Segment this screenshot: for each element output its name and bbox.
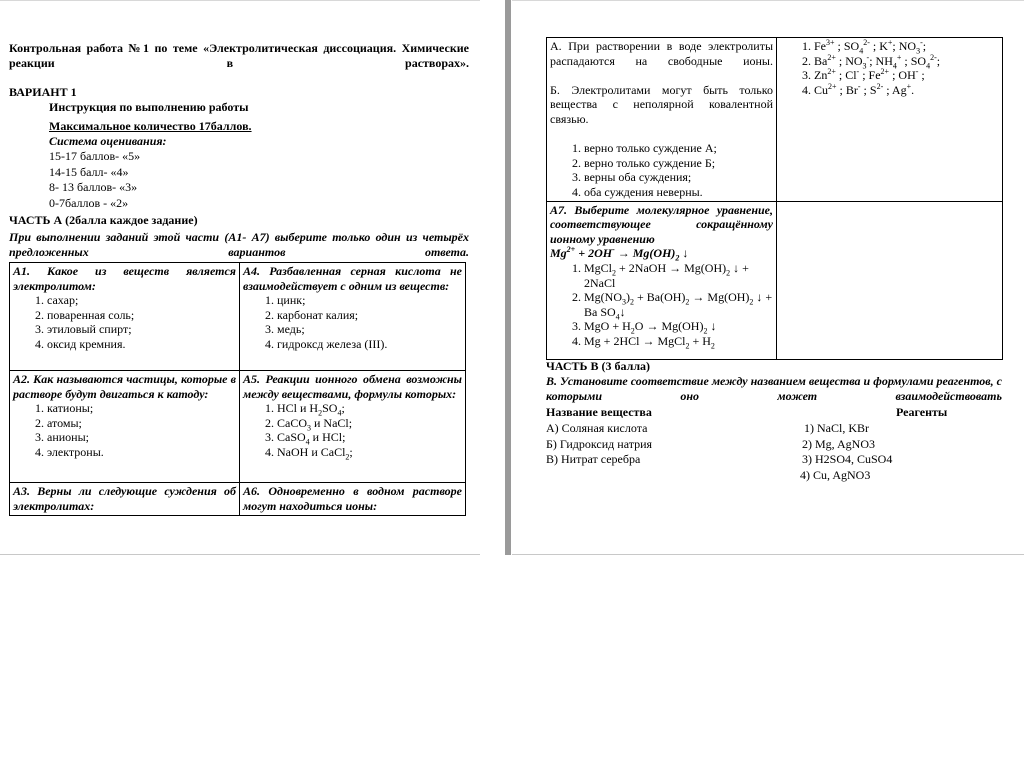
- question-a3-continued: [547, 38, 777, 202]
- question-a7: [547, 201, 777, 359]
- answer-option: 2. карбонат калия;: [277, 308, 462, 323]
- grading-item: 0-7баллов - «2»: [49, 195, 129, 210]
- answer-option: 1. сахар;: [47, 293, 236, 308]
- answer-option: 2. $Ba^{2+}$ ; $NO_3^-$; $NH_4^+$ ; $SO_4^{2-}$;: [814, 54, 999, 69]
- reagent-item: 2) Mg, AgNO3: [802, 436, 876, 451]
- question-a5: [240, 371, 466, 483]
- questions-table-left: [9, 262, 466, 516]
- answer-option: 1. MgCl$_2$ + 2NaOH → $Mg(OH)_2$ ↓ + 2NaCl: [584, 261, 773, 290]
- reagent-item: 3) H2SO4, CuSO4: [802, 452, 893, 466]
- part-a-heading: ЧАСТЬ А (2балла каждое задание): [9, 213, 198, 227]
- test-title: Контрольная работа №1 по теме «Электролитическая диссоциация. Химические реакции в растворах».: [9, 41, 469, 70]
- answer-option: 3. верны оба суждения;: [584, 170, 773, 185]
- grading-title: Система оценивания:: [49, 134, 167, 148]
- question-text: А4. Разбавленная серная кислота не взаимодействует с одним из веществ:: [243, 264, 462, 293]
- answer-option: 2. CaCO$_3$ и NaCl;: [277, 416, 462, 431]
- question-text: А3. Верны ли следующие суждения об электролитах:: [13, 484, 236, 513]
- answer-option: 4. электроны.: [47, 445, 236, 460]
- part-a-instruction: При выполнении заданий этой части (А1- А7) выберите только один из четырёх предложенных вариантов ответа.: [9, 230, 469, 259]
- answer-option: 2. верно только суждение Б;: [584, 156, 773, 171]
- answer-option: 3. этиловый спирт;: [47, 322, 236, 337]
- question-text: А6. Одновременно в водном растворе могут находиться ионы:: [243, 484, 462, 513]
- reagent-item: 4) Cu, AgNO3: [800, 467, 871, 482]
- table-row: [547, 201, 1003, 359]
- question-text: А1. Какое из веществ является электролитом:: [13, 264, 236, 293]
- matching-list: [546, 421, 1006, 483]
- statement-b: Б. Электролитами могут быть только вещества с неполярной ковалентной связью.: [550, 82, 773, 126]
- answer-option: 4. оксид кремния.: [47, 337, 236, 352]
- question-a1: [10, 263, 240, 371]
- left-page: [0, 0, 480, 555]
- table-row: [10, 371, 466, 483]
- answer-option: 2. $Mg(NO_3)_2 + Ba(OH)_2 \to Mg(OH)_2$ ↓ + Ba $SO_4↓$: [584, 290, 773, 319]
- answer-option: 1. цинк;: [277, 293, 462, 308]
- page-bottom-edge: [0, 554, 480, 555]
- answer-option: 3. медь;: [277, 322, 462, 337]
- substance-item: А) Соляная кислота: [546, 421, 648, 435]
- answer-option: 1. катионы;: [47, 401, 236, 416]
- answer-option: 4. оба суждения неверны.: [584, 185, 773, 200]
- reagent-item: 1) NaCl, KBr: [804, 421, 869, 435]
- instruction-heading: Инструкция по выполнению работы: [49, 100, 249, 114]
- grading-item: 14-15 балл- «4»: [49, 164, 129, 179]
- page-divider: [505, 0, 511, 555]
- answer-option: 3. MgO + $H_2O \to Mg(OH)_2$ ↓: [584, 319, 773, 334]
- reagents-header: Реагенты: [896, 405, 948, 419]
- answer-option: 4. $Cu^{2+}$ ; Br- ; $S^{2-}$ ; Ag+.: [814, 83, 999, 98]
- grading-item: 8- 13 баллов- «3»: [49, 180, 138, 194]
- question-text: А5. Реакции ионного обмена возможны между веществами, формулы которых:: [243, 372, 462, 401]
- table-row: [10, 483, 466, 516]
- answer-option: 3. $Zn^{2+}$ ; Cl- ; $Fe^{2+}$ ; OH- ;: [814, 68, 999, 83]
- question-text: А2. Как называются частицы, которые в растворе будут двигаться к катоду:: [13, 372, 236, 401]
- right-page: [512, 0, 1024, 555]
- page-bottom-edge: [512, 554, 1024, 555]
- questions-table-right: [546, 37, 1003, 360]
- question-a6-continued: [777, 38, 1003, 202]
- question-text: А7. Выберите молекулярное уравнение, соответствующее сокращённому ионному уравнению: [550, 202, 773, 246]
- answer-option: 2. поваренная соль;: [47, 308, 236, 323]
- answer-option: 1. HCl и $H_2SO_4$;: [277, 401, 462, 416]
- table-row: [10, 263, 466, 371]
- answer-option: 4. гидроксд железа (III).: [277, 337, 462, 352]
- empty-cell: [777, 201, 1003, 359]
- substance-item: Б) Гидроксид натрия: [546, 436, 653, 451]
- question-a4: [240, 263, 466, 371]
- substances-header: Название вещества: [546, 405, 652, 419]
- part-b-instruction: В. Установите соответствие между названием вещества и формулами реагентов, с которыми оно может взаимодействовать: [546, 374, 1002, 403]
- answer-option: 1. $Fe^{3+}$ ; $SO_4^{2-}$ ; K+; $NO_3^-$;: [814, 39, 999, 54]
- answer-option: 4. Mg + 2HCl → MgCl$_2$ + $H_2$: [584, 334, 773, 349]
- question-a3: [10, 483, 240, 516]
- ionic-equation: $Mg^{2+} + 2OH^- \to Mg(OH)_2$ ↓: [550, 245, 689, 263]
- answer-option: 2. атомы;: [47, 416, 236, 431]
- question-a6: [240, 483, 466, 516]
- answer-option: 4. NaOH и CaCl$_2$;: [277, 445, 462, 460]
- table-row: [547, 38, 1003, 202]
- max-score: Максимальное количество 17баллов.: [49, 119, 252, 133]
- grading-item: 15-17 баллов- «5»: [49, 149, 141, 163]
- substance-item: В) Нитрат серебра: [546, 452, 641, 466]
- grading-list: [49, 149, 140, 211]
- part-b-heading: ЧАСТЬ В (3 балла): [546, 359, 651, 373]
- substance-item: [546, 468, 796, 484]
- question-a2: [10, 371, 240, 483]
- answer-option: 3. анионы;: [47, 430, 236, 445]
- statement-a: А. При растворении в воде электролиты распадаются на свободные ионы.: [550, 39, 773, 68]
- page-top-edge: [512, 0, 1024, 1]
- answer-option: 3. CaSO$_4$ и HCl;: [277, 430, 462, 445]
- answer-option: 1. верно только суждение А;: [584, 141, 773, 156]
- variant-label: ВАРИАНТ 1: [9, 85, 77, 99]
- page-top-edge: [0, 0, 480, 1]
